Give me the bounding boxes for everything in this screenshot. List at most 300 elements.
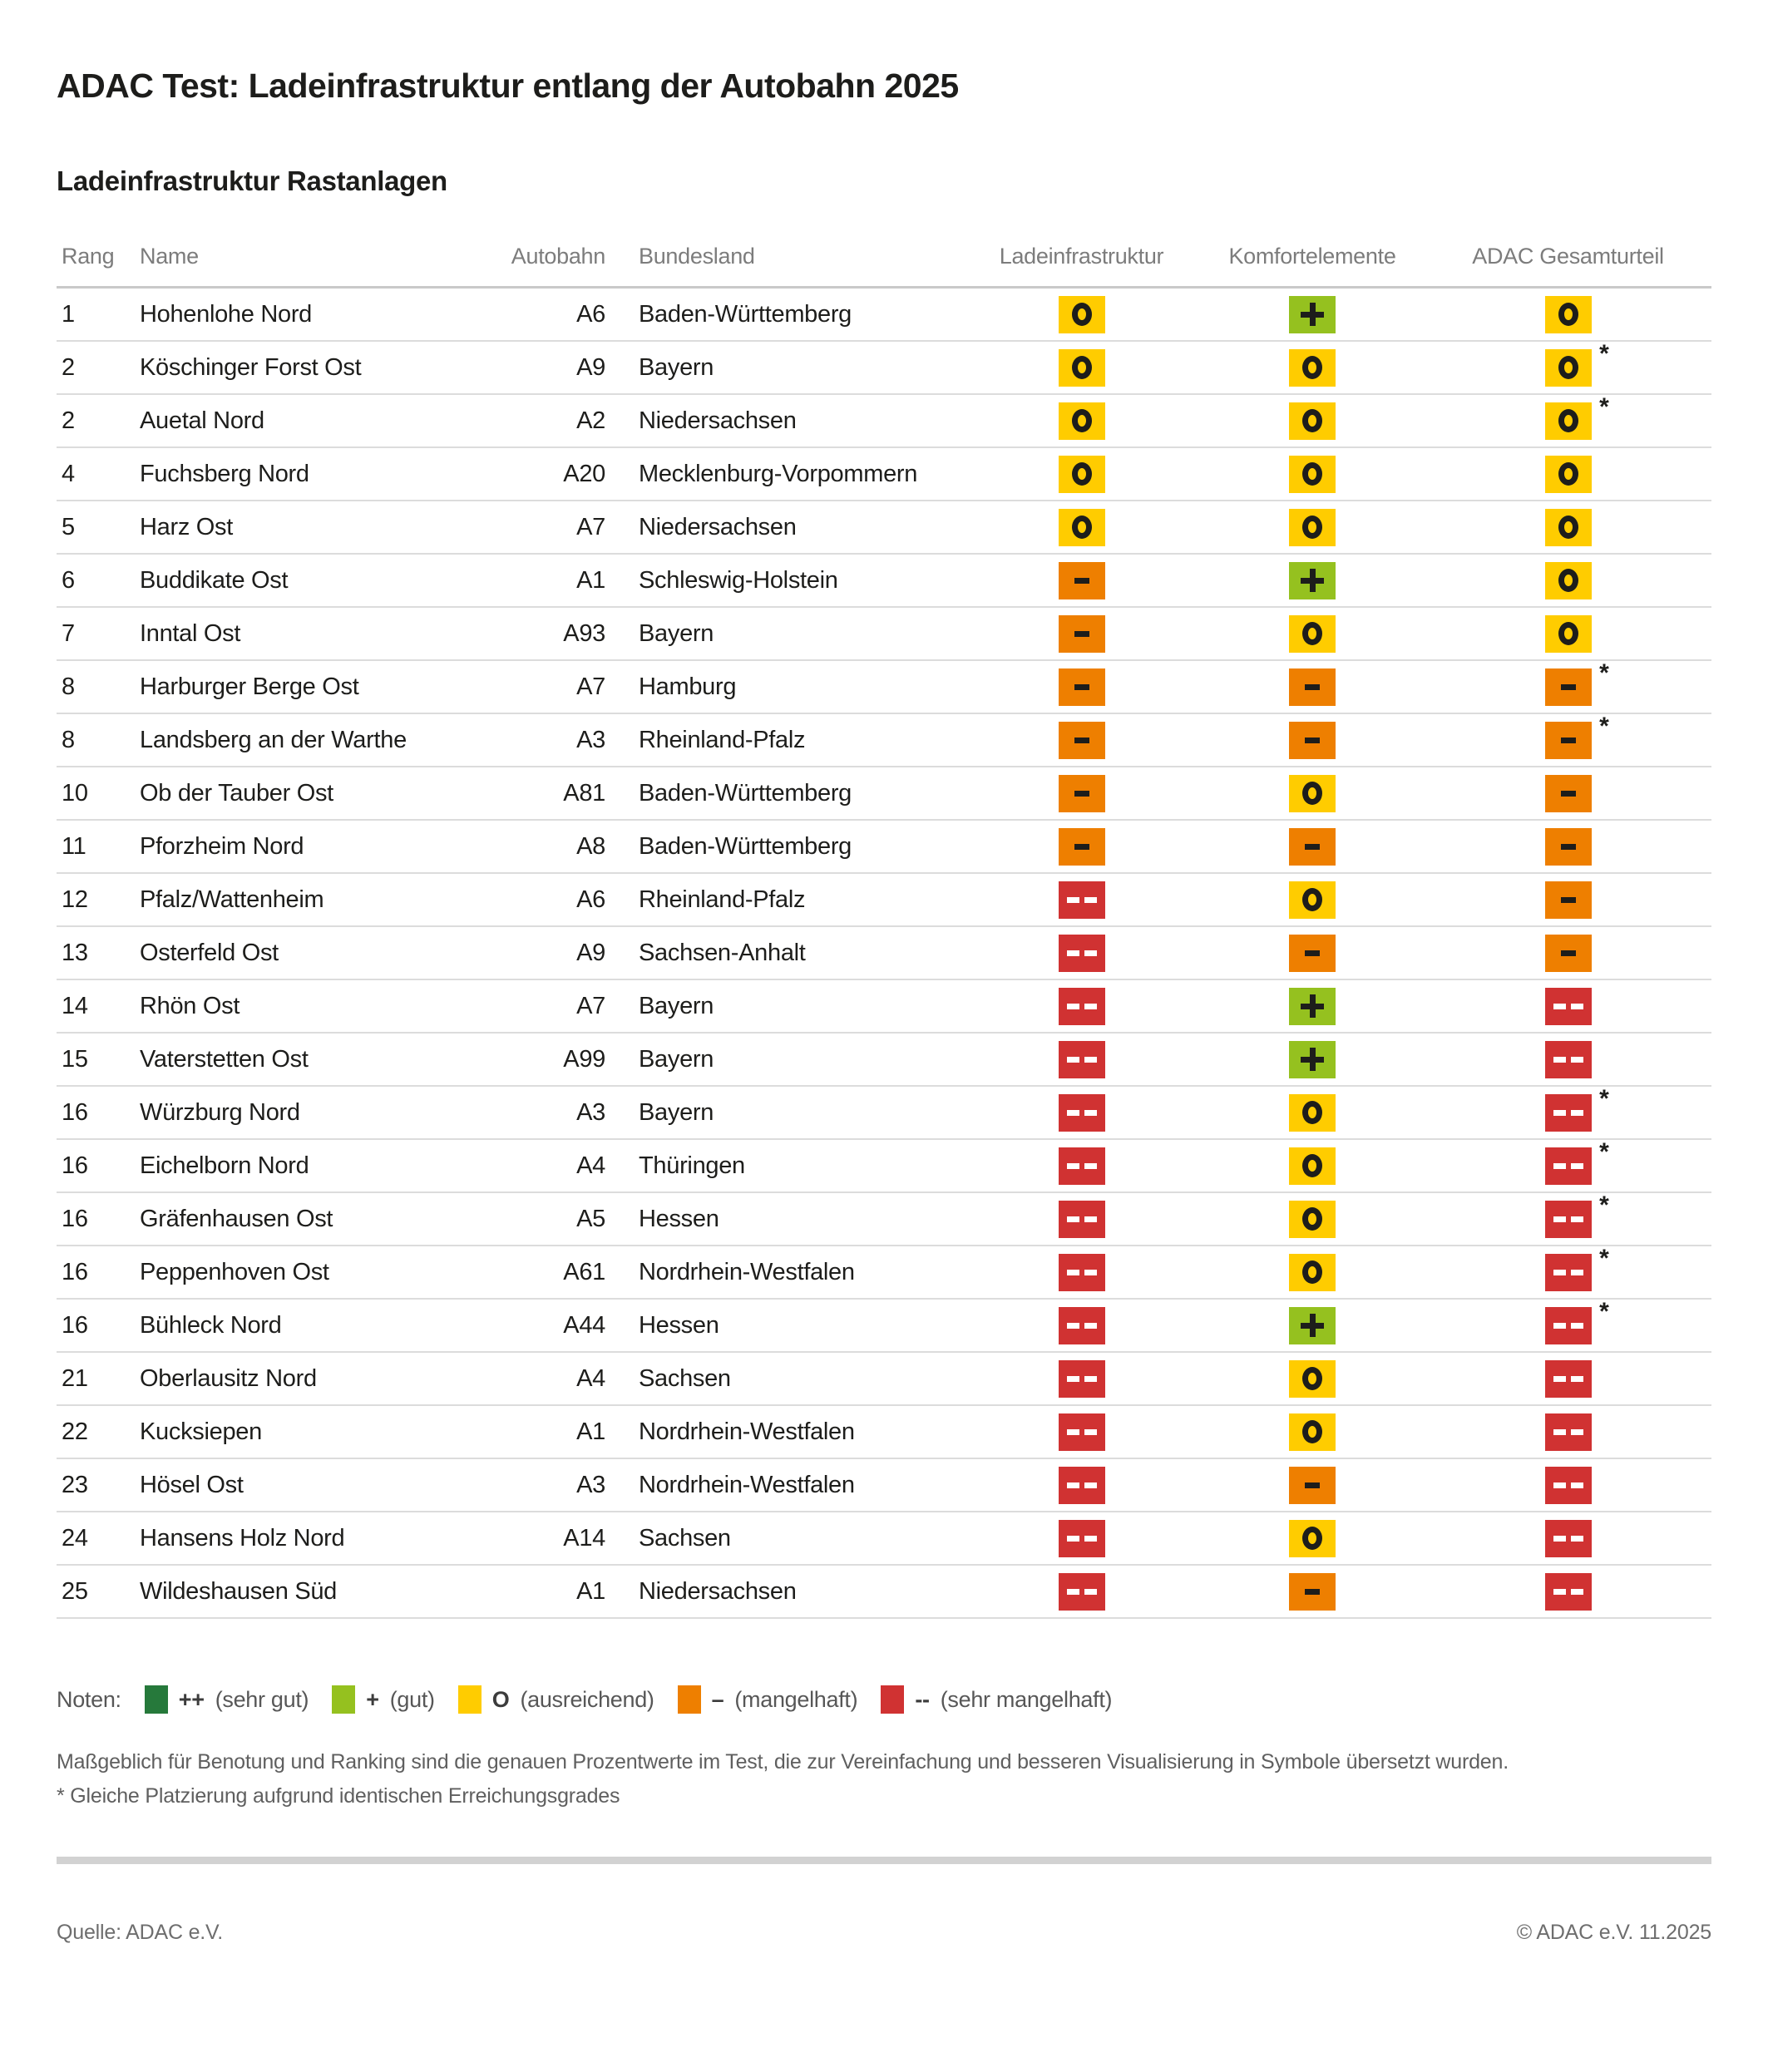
rating-badge-wrap bbox=[1059, 296, 1105, 333]
rating-symbol-o bbox=[1558, 356, 1578, 379]
footnote-methodology: Maßgeblich für Benotung und Ranking sind die genauen Prozentwerte im Test, die zur Vereinfachung und besseren Visualisierung in Symbole übersetzt wurden. bbox=[57, 1750, 1509, 1774]
bundesland-cell: Bayern bbox=[614, 979, 963, 1033]
rating-badge-wrap bbox=[1059, 828, 1105, 866]
rating-badge-wrap bbox=[1545, 775, 1592, 812]
rating-symbol-double-minus bbox=[1553, 1216, 1583, 1222]
legend-symbol: ++ bbox=[178, 1686, 205, 1712]
komfortelemente-cell bbox=[1200, 341, 1425, 394]
rating-badge-minus bbox=[1059, 562, 1105, 599]
komfortelemente-cell bbox=[1200, 554, 1425, 607]
komfortelemente-cell bbox=[1200, 926, 1425, 979]
rating-symbol-minus bbox=[1561, 684, 1576, 690]
rating-symbol-double-minus bbox=[1553, 1376, 1583, 1382]
rating-symbol-double-minus bbox=[1067, 1536, 1097, 1542]
source-text: Quelle: ADAC e.V. bbox=[57, 1921, 223, 1944]
table-row bbox=[57, 394, 1711, 447]
name-cell: Kucksiepen bbox=[140, 1405, 506, 1458]
rank-cell: 6 bbox=[57, 554, 140, 607]
rank-cell: 7 bbox=[57, 607, 140, 660]
rating-symbol-o bbox=[1302, 356, 1322, 379]
autobahn-cell: A1 bbox=[506, 1565, 614, 1618]
rating-symbol-o bbox=[1558, 409, 1578, 432]
table-row bbox=[57, 607, 1711, 660]
komfortelemente-cell bbox=[1200, 713, 1425, 767]
komfortelemente-cell bbox=[1200, 1246, 1425, 1299]
gesamturteil-cell bbox=[1425, 926, 1711, 979]
rating-badge-wrap bbox=[1059, 775, 1105, 812]
rating-symbol-plus bbox=[1301, 994, 1324, 1018]
gesamturteil-cell bbox=[1425, 713, 1711, 767]
gesamturteil-cell bbox=[1425, 1405, 1711, 1458]
rating-badge-o bbox=[1289, 775, 1336, 812]
autobahn-cell: A14 bbox=[506, 1512, 614, 1565]
asterisk-marker: * bbox=[1599, 394, 1609, 421]
rating-badge-minus bbox=[1289, 1573, 1336, 1611]
ladeinfrastruktur-cell bbox=[963, 341, 1200, 394]
rating-badge-wrap bbox=[1059, 1413, 1105, 1451]
gesamturteil-cell bbox=[1425, 607, 1711, 660]
legend-item-minus2 bbox=[881, 1685, 1112, 1714]
bundesland-cell: Nordrhein-Westfalen bbox=[614, 1405, 963, 1458]
rating-badge-wrap bbox=[1289, 1094, 1336, 1132]
rating-symbol-double-minus bbox=[1553, 1270, 1583, 1275]
rating-badge-wrap bbox=[1059, 988, 1105, 1025]
gesamturteil-cell bbox=[1425, 873, 1711, 926]
rating-badge-minus2 bbox=[1059, 1573, 1105, 1611]
rating-badge-minus bbox=[1059, 828, 1105, 866]
asterisk-marker: * bbox=[1599, 1086, 1609, 1112]
rating-badge-o bbox=[1545, 615, 1592, 653]
rating-badge-minus2 bbox=[1545, 988, 1592, 1025]
rating-badge-o bbox=[1059, 456, 1105, 493]
komfortelemente-cell bbox=[1200, 1405, 1425, 1458]
name-cell: Hösel Ost bbox=[140, 1458, 506, 1512]
rating-badge-minus2 bbox=[1545, 1041, 1592, 1078]
rating-symbol-o bbox=[1302, 516, 1322, 539]
rating-symbol-double-minus bbox=[1553, 1589, 1583, 1595]
ladeinfrastruktur-cell bbox=[963, 554, 1200, 607]
rating-badge-wrap bbox=[1289, 402, 1336, 440]
komfortelemente-cell bbox=[1200, 1299, 1425, 1352]
ladeinfrastruktur-cell bbox=[963, 1299, 1200, 1352]
legend-item-plus bbox=[332, 1685, 435, 1714]
rating-badge-wrap bbox=[1289, 775, 1336, 812]
legend-item-plus2 bbox=[145, 1685, 309, 1714]
rating-badge-minus bbox=[1289, 668, 1336, 706]
rank-cell: 4 bbox=[57, 447, 140, 501]
table-row bbox=[57, 1299, 1711, 1352]
rating-badge-wrap bbox=[1289, 935, 1336, 972]
legend-swatch-plus2 bbox=[145, 1685, 168, 1714]
rating-symbol-double-minus bbox=[1067, 1004, 1097, 1009]
name-cell: Peppenhoven Ost bbox=[140, 1246, 506, 1299]
rating-symbol-double-minus bbox=[1067, 1057, 1097, 1063]
rating-badge-minus2 bbox=[1545, 1201, 1592, 1238]
table-row bbox=[57, 1246, 1711, 1299]
komfortelemente-cell bbox=[1200, 447, 1425, 501]
rating-badge-wrap bbox=[1289, 828, 1336, 866]
asterisk-marker: * bbox=[1599, 1246, 1609, 1272]
autobahn-cell: A1 bbox=[506, 1405, 614, 1458]
gesamturteil-cell bbox=[1425, 554, 1711, 607]
rating-badge-wrap bbox=[1289, 1467, 1336, 1504]
name-cell: Eichelborn Nord bbox=[140, 1139, 506, 1192]
column-header-rang: Rang bbox=[57, 222, 140, 288]
rating-badge-o bbox=[1289, 1201, 1336, 1238]
komfortelemente-cell bbox=[1200, 1192, 1425, 1246]
rating-symbol-minus bbox=[1074, 578, 1089, 584]
rating-badge-wrap bbox=[1545, 660, 1609, 706]
column-header-name: Name bbox=[140, 222, 506, 288]
name-cell: Oberlausitz Nord bbox=[140, 1352, 506, 1405]
rating-badge-minus2 bbox=[1059, 988, 1105, 1025]
table-row bbox=[57, 1352, 1711, 1405]
column-header-ladeinfrastruktur: Ladeinfrastruktur bbox=[963, 222, 1200, 288]
rating-badge-minus2 bbox=[1059, 1467, 1105, 1504]
rating-badge-wrap bbox=[1545, 1139, 1609, 1185]
rating-symbol-o bbox=[1072, 303, 1092, 326]
rating-symbol-o bbox=[1302, 409, 1322, 432]
legend-symbol: – bbox=[711, 1686, 724, 1712]
rank-cell: 24 bbox=[57, 1512, 140, 1565]
rating-badge-wrap bbox=[1289, 1307, 1336, 1344]
rating-symbol-minus bbox=[1561, 897, 1576, 903]
table-row bbox=[57, 1139, 1711, 1192]
rating-badge-minus bbox=[1289, 722, 1336, 759]
footer bbox=[57, 1921, 1711, 1945]
rating-badge-wrap bbox=[1289, 1573, 1336, 1611]
column-header-komfortelemente: Komfortelemente bbox=[1200, 222, 1425, 288]
rating-badge-minus2 bbox=[1059, 1094, 1105, 1132]
bundesland-cell: Niedersachsen bbox=[614, 394, 963, 447]
komfortelemente-cell bbox=[1200, 1565, 1425, 1618]
rank-cell: 21 bbox=[57, 1352, 140, 1405]
ladeinfrastruktur-cell bbox=[963, 447, 1200, 501]
rating-symbol-o bbox=[1558, 303, 1578, 326]
rating-badge-wrap bbox=[1289, 1041, 1336, 1078]
rank-cell: 10 bbox=[57, 767, 140, 820]
name-cell: Bühleck Nord bbox=[140, 1299, 506, 1352]
legend-text: (sehr gut) bbox=[215, 1686, 309, 1712]
name-cell: Buddikate Ost bbox=[140, 554, 506, 607]
table-row bbox=[57, 873, 1711, 926]
table-row bbox=[57, 1086, 1711, 1139]
komfortelemente-cell bbox=[1200, 660, 1425, 713]
gesamturteil-cell bbox=[1425, 1512, 1711, 1565]
rating-badge-o bbox=[1545, 349, 1592, 387]
rating-badge-o bbox=[1545, 509, 1592, 546]
legend-text: (gut) bbox=[389, 1686, 435, 1712]
komfortelemente-cell bbox=[1200, 873, 1425, 926]
rating-badge-wrap bbox=[1545, 615, 1592, 653]
ladeinfrastruktur-cell bbox=[963, 873, 1200, 926]
rating-symbol-minus bbox=[1074, 844, 1089, 850]
rating-badge-minus bbox=[1289, 935, 1336, 972]
ladeinfrastruktur-cell bbox=[963, 607, 1200, 660]
autobahn-cell: A5 bbox=[506, 1192, 614, 1246]
name-cell: Inntal Ost bbox=[140, 607, 506, 660]
rating-badge-wrap bbox=[1059, 935, 1105, 972]
copyright-text: © ADAC e.V. 11.2025 bbox=[1516, 1921, 1711, 1944]
rating-symbol-double-minus bbox=[1553, 1323, 1583, 1329]
autobahn-cell: A6 bbox=[506, 288, 614, 342]
rating-symbol-double-minus bbox=[1067, 1163, 1097, 1169]
name-cell: Harburger Berge Ost bbox=[140, 660, 506, 713]
rating-badge-minus bbox=[1545, 722, 1592, 759]
komfortelemente-cell bbox=[1200, 1512, 1425, 1565]
rating-badge-wrap bbox=[1289, 615, 1336, 653]
gesamturteil-cell bbox=[1425, 1192, 1711, 1246]
bundesland-cell: Rheinland-Pfalz bbox=[614, 713, 963, 767]
rating-symbol-minus bbox=[1305, 738, 1320, 743]
name-cell: Pforzheim Nord bbox=[140, 820, 506, 873]
rating-badge-wrap bbox=[1289, 988, 1336, 1025]
rating-badge-minus2 bbox=[1059, 1201, 1105, 1238]
table-row bbox=[57, 1512, 1711, 1565]
rating-badge-wrap bbox=[1289, 509, 1336, 546]
rating-symbol-o bbox=[1558, 516, 1578, 539]
rating-badge-wrap bbox=[1059, 1307, 1105, 1344]
rank-cell: 1 bbox=[57, 288, 140, 342]
rating-badge-plus bbox=[1289, 1307, 1336, 1344]
rating-badge-wrap bbox=[1289, 668, 1336, 706]
rating-badge-wrap bbox=[1545, 1246, 1609, 1291]
ladeinfrastruktur-cell bbox=[963, 288, 1200, 342]
rating-badge-minus bbox=[1059, 775, 1105, 812]
rating-symbol-plus bbox=[1301, 569, 1324, 592]
ladeinfrastruktur-cell bbox=[963, 1033, 1200, 1086]
column-header-autobahn: Autobahn bbox=[506, 222, 614, 288]
bundesland-cell: Baden-Württemberg bbox=[614, 820, 963, 873]
rating-badge-o bbox=[1289, 1413, 1336, 1451]
bundesland-cell: Niedersachsen bbox=[614, 1565, 963, 1618]
ranking-table bbox=[57, 222, 1711, 1619]
autobahn-cell: A99 bbox=[506, 1033, 614, 1086]
rating-badge-wrap bbox=[1289, 349, 1336, 387]
table-row bbox=[57, 341, 1711, 394]
rating-symbol-double-minus bbox=[1553, 1110, 1583, 1116]
rating-symbol-double-minus bbox=[1067, 1216, 1097, 1222]
rating-badge-minus2 bbox=[1545, 1307, 1592, 1344]
rating-badge-wrap bbox=[1545, 1467, 1592, 1504]
rating-badge-minus bbox=[1545, 935, 1592, 972]
gesamturteil-cell bbox=[1425, 1458, 1711, 1512]
rating-symbol-o bbox=[1558, 462, 1578, 486]
gesamturteil-cell bbox=[1425, 767, 1711, 820]
rating-badge-wrap bbox=[1289, 881, 1336, 919]
rating-badge-minus bbox=[1545, 668, 1592, 706]
rating-symbol-minus bbox=[1074, 791, 1089, 797]
asterisk-marker: * bbox=[1599, 1299, 1609, 1325]
footer-divider bbox=[57, 1857, 1711, 1864]
rank-cell: 11 bbox=[57, 820, 140, 873]
legend-label: Noten: bbox=[57, 1686, 121, 1712]
rating-symbol-minus bbox=[1074, 684, 1089, 690]
rating-badge-wrap bbox=[1545, 562, 1592, 599]
rating-badge-wrap bbox=[1545, 456, 1592, 493]
rating-badge-o bbox=[1289, 1094, 1336, 1132]
rank-cell: 16 bbox=[57, 1139, 140, 1192]
legend-symbol: O bbox=[491, 1686, 510, 1712]
name-cell: Osterfeld Ost bbox=[140, 926, 506, 979]
rating-symbol-o bbox=[1558, 569, 1578, 592]
rating-badge-wrap bbox=[1059, 1467, 1105, 1504]
rating-badge-o bbox=[1289, 509, 1336, 546]
bundesland-cell: Baden-Württemberg bbox=[614, 767, 963, 820]
autobahn-cell: A9 bbox=[506, 341, 614, 394]
gesamturteil-cell bbox=[1425, 1086, 1711, 1139]
komfortelemente-cell bbox=[1200, 394, 1425, 447]
bundesland-cell: Bayern bbox=[614, 607, 963, 660]
rating-symbol-plus bbox=[1301, 303, 1324, 326]
komfortelemente-cell bbox=[1200, 501, 1425, 554]
table-row bbox=[57, 979, 1711, 1033]
rating-symbol-minus bbox=[1074, 631, 1089, 637]
rank-cell: 12 bbox=[57, 873, 140, 926]
ladeinfrastruktur-cell bbox=[963, 1139, 1200, 1192]
name-cell: Ob der Tauber Ost bbox=[140, 767, 506, 820]
autobahn-cell: A4 bbox=[506, 1352, 614, 1405]
rating-badge-wrap bbox=[1059, 1041, 1105, 1078]
rating-symbol-o bbox=[1072, 516, 1092, 539]
rating-symbol-double-minus bbox=[1067, 1482, 1097, 1488]
autobahn-cell: A81 bbox=[506, 767, 614, 820]
rating-badge-o bbox=[1059, 509, 1105, 546]
komfortelemente-cell bbox=[1200, 1458, 1425, 1512]
rating-badge-wrap bbox=[1545, 828, 1592, 866]
autobahn-cell: A44 bbox=[506, 1299, 614, 1352]
bundesland-cell: Bayern bbox=[614, 1033, 963, 1086]
ladeinfrastruktur-cell bbox=[963, 820, 1200, 873]
rating-symbol-o bbox=[1072, 409, 1092, 432]
legend bbox=[57, 1685, 1711, 1714]
rating-symbol-o bbox=[1302, 622, 1322, 645]
table-header bbox=[57, 222, 1711, 288]
gesamturteil-cell bbox=[1425, 1139, 1711, 1192]
rating-badge-wrap bbox=[1059, 1201, 1105, 1238]
rating-badge-wrap bbox=[1059, 509, 1105, 546]
bundesland-cell: Bayern bbox=[614, 1086, 963, 1139]
ladeinfrastruktur-cell bbox=[963, 979, 1200, 1033]
table-row bbox=[57, 713, 1711, 767]
rating-badge-wrap bbox=[1059, 456, 1105, 493]
komfortelemente-cell bbox=[1200, 820, 1425, 873]
autobahn-cell: A7 bbox=[506, 501, 614, 554]
rating-badge-plus bbox=[1289, 1041, 1336, 1078]
rating-symbol-o bbox=[1302, 1527, 1322, 1550]
asterisk-marker: * bbox=[1599, 713, 1609, 740]
autobahn-cell: A4 bbox=[506, 1139, 614, 1192]
rating-badge-minus2 bbox=[1059, 1413, 1105, 1451]
rating-symbol-o bbox=[1072, 356, 1092, 379]
rating-symbol-o bbox=[1302, 1420, 1322, 1443]
rating-badge-o bbox=[1289, 456, 1336, 493]
bundesland-cell: Baden-Württemberg bbox=[614, 288, 963, 342]
rank-cell: 16 bbox=[57, 1246, 140, 1299]
rank-cell: 16 bbox=[57, 1299, 140, 1352]
column-header-gesamturteil: ADAC Gesamturteil bbox=[1425, 222, 1711, 288]
legend-text: (ausreichend) bbox=[520, 1686, 654, 1712]
rating-badge-o bbox=[1545, 402, 1592, 440]
rating-badge-o bbox=[1289, 615, 1336, 653]
gesamturteil-cell bbox=[1425, 1246, 1711, 1299]
rating-badge-minus2 bbox=[1059, 1360, 1105, 1398]
name-cell: Gräfenhausen Ost bbox=[140, 1192, 506, 1246]
rank-cell: 2 bbox=[57, 341, 140, 394]
autobahn-cell: A2 bbox=[506, 394, 614, 447]
ladeinfrastruktur-cell bbox=[963, 1352, 1200, 1405]
name-cell: Hansens Holz Nord bbox=[140, 1512, 506, 1565]
rating-badge-minus2 bbox=[1545, 1467, 1592, 1504]
legend-text: (mangelhaft) bbox=[734, 1686, 858, 1712]
rating-badge-wrap bbox=[1059, 1094, 1105, 1132]
rating-badge-plus bbox=[1289, 562, 1336, 599]
legend-swatch-minus2 bbox=[881, 1685, 904, 1714]
rating-symbol-minus bbox=[1561, 738, 1576, 743]
rating-symbol-minus bbox=[1305, 1482, 1320, 1488]
name-cell: Auetal Nord bbox=[140, 394, 506, 447]
komfortelemente-cell bbox=[1200, 767, 1425, 820]
rating-symbol-o bbox=[1302, 782, 1322, 805]
section-title: Ladeinfrastruktur Rastanlagen bbox=[57, 165, 447, 196]
komfortelemente-cell bbox=[1200, 1139, 1425, 1192]
rating-symbol-minus bbox=[1561, 791, 1576, 797]
rating-badge-wrap bbox=[1059, 881, 1105, 919]
name-cell: Harz Ost bbox=[140, 501, 506, 554]
rank-cell: 8 bbox=[57, 713, 140, 767]
rating-symbol-double-minus bbox=[1067, 1589, 1097, 1595]
rating-badge-o bbox=[1289, 1254, 1336, 1291]
bundesland-cell: Hessen bbox=[614, 1299, 963, 1352]
rating-symbol-o bbox=[1302, 1101, 1322, 1124]
rating-badge-o bbox=[1289, 349, 1336, 387]
komfortelemente-cell bbox=[1200, 1086, 1425, 1139]
ladeinfrastruktur-cell bbox=[963, 1458, 1200, 1512]
rating-badge-minus bbox=[1545, 881, 1592, 919]
table-row bbox=[57, 660, 1711, 713]
ladeinfrastruktur-cell bbox=[963, 1405, 1200, 1458]
ladeinfrastruktur-cell bbox=[963, 1246, 1200, 1299]
rating-badge-wrap bbox=[1545, 1192, 1609, 1238]
rating-symbol-o bbox=[1302, 888, 1322, 911]
rating-badge-wrap bbox=[1289, 1360, 1336, 1398]
rank-cell: 2 bbox=[57, 394, 140, 447]
rating-symbol-o bbox=[1302, 1154, 1322, 1177]
rating-symbol-double-minus bbox=[1067, 1270, 1097, 1275]
name-cell: Vaterstetten Ost bbox=[140, 1033, 506, 1086]
name-cell: Pfalz/Wattenheim bbox=[140, 873, 506, 926]
rating-symbol-minus bbox=[1305, 1589, 1320, 1595]
rating-symbol-plus bbox=[1301, 1314, 1324, 1337]
rating-symbol-double-minus bbox=[1553, 1163, 1583, 1169]
rating-badge-minus2 bbox=[1059, 1520, 1105, 1557]
ladeinfrastruktur-cell bbox=[963, 1512, 1200, 1565]
gesamturteil-cell bbox=[1425, 394, 1711, 447]
rating-badge-wrap bbox=[1545, 1041, 1592, 1078]
rating-symbol-o bbox=[1072, 462, 1092, 486]
rating-badge-minus2 bbox=[1059, 881, 1105, 919]
name-cell: Köschinger Forst Ost bbox=[140, 341, 506, 394]
asterisk-marker: * bbox=[1599, 1139, 1609, 1166]
rating-symbol-minus bbox=[1305, 844, 1320, 850]
rating-badge-wrap bbox=[1059, 668, 1105, 706]
table-row bbox=[57, 447, 1711, 501]
gesamturteil-cell bbox=[1425, 1565, 1711, 1618]
table-row bbox=[57, 1192, 1711, 1246]
autobahn-cell: A9 bbox=[506, 926, 614, 979]
rating-badge-wrap bbox=[1059, 1360, 1105, 1398]
rating-symbol-minus bbox=[1305, 950, 1320, 956]
